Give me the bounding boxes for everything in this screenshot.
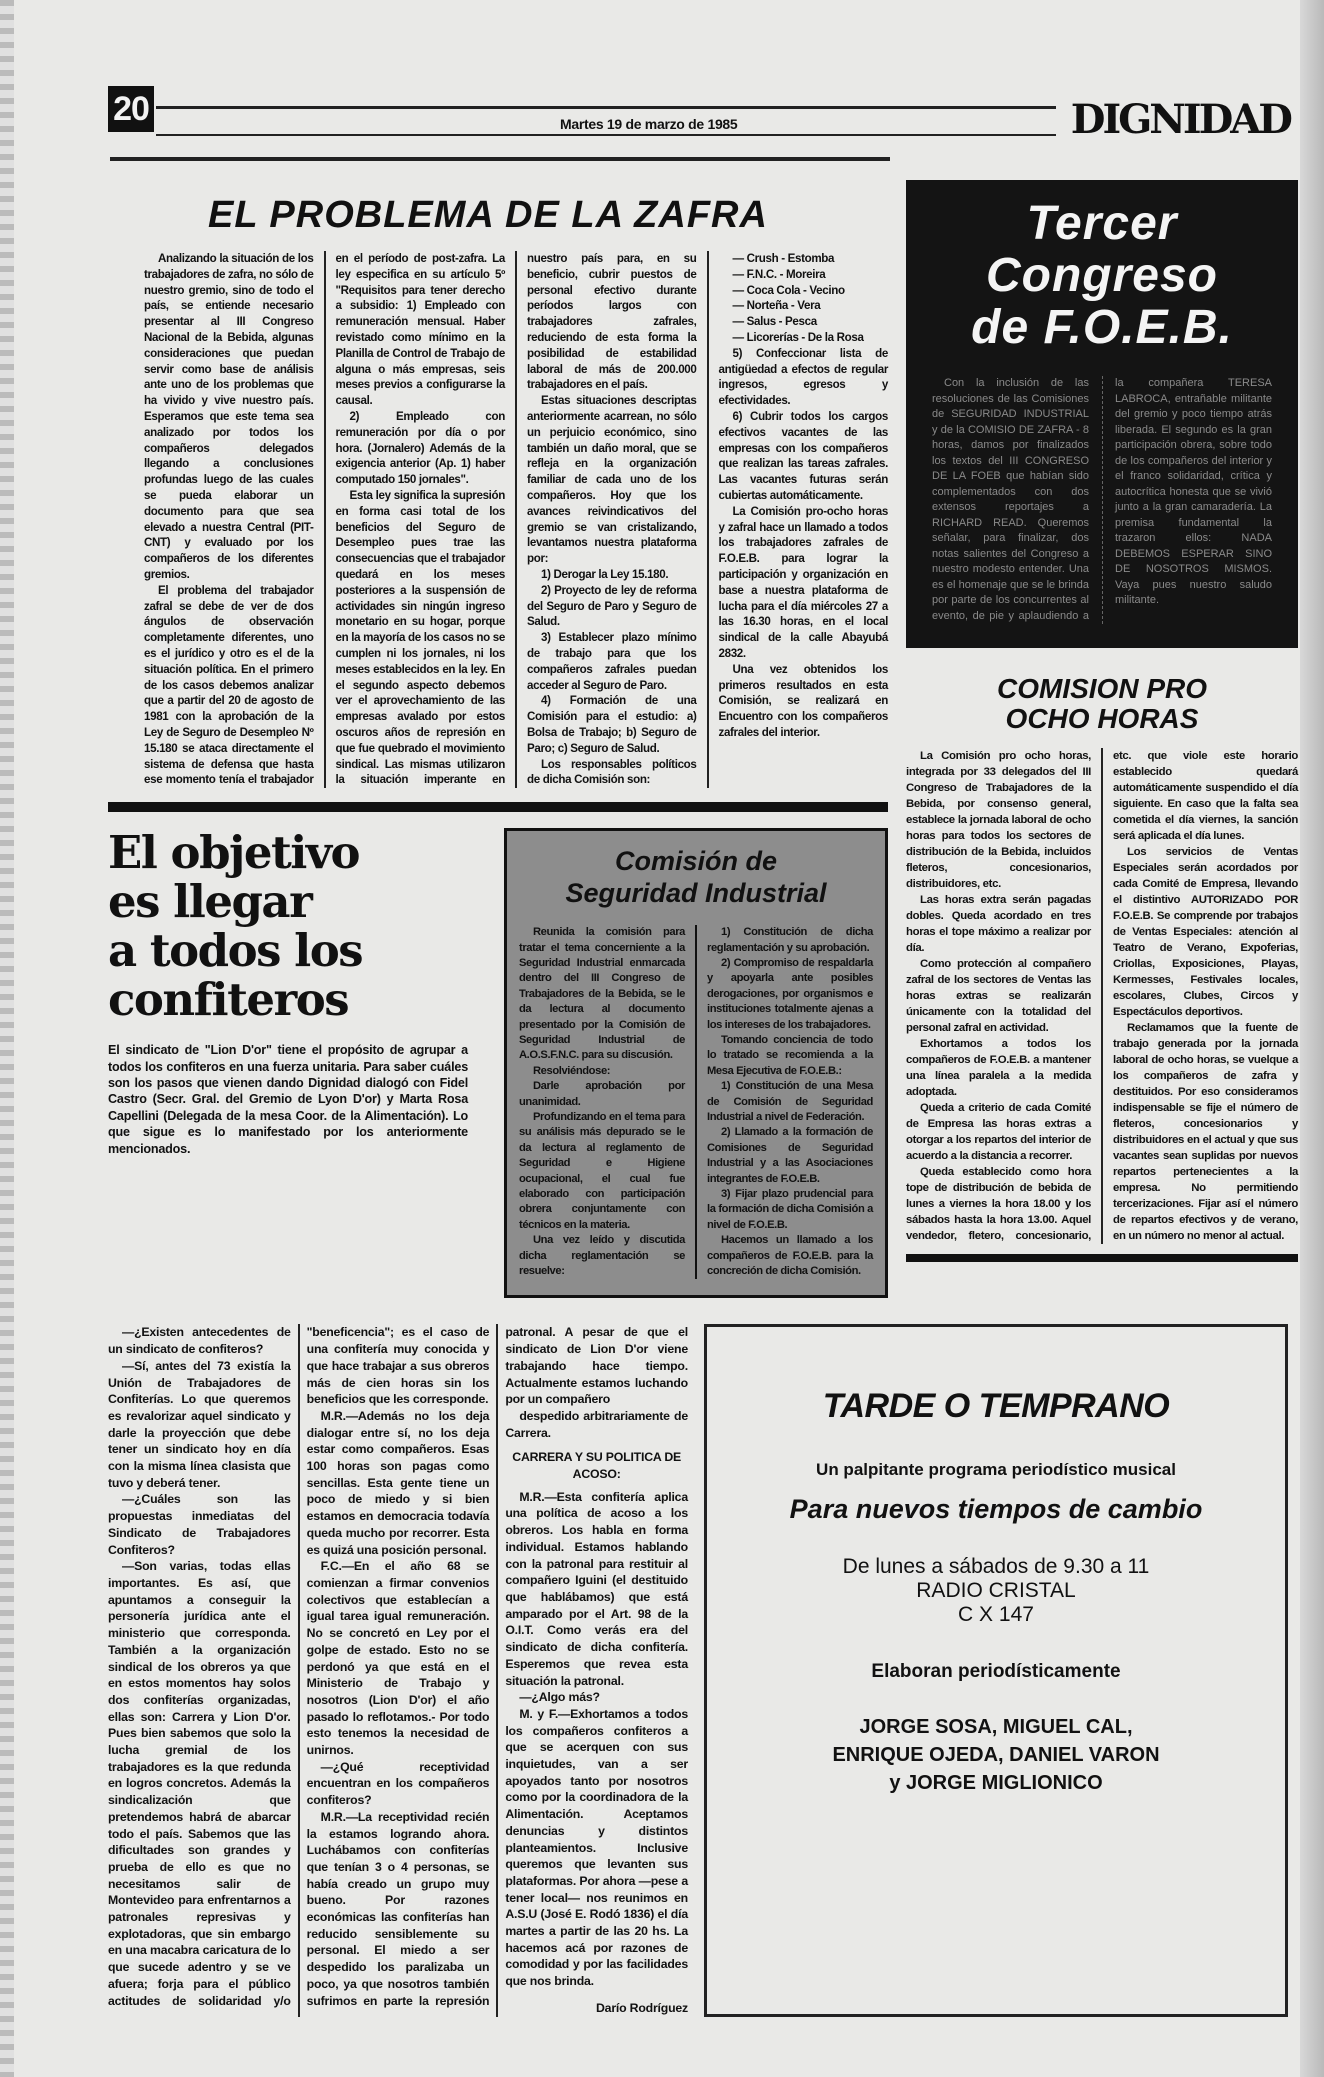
paragraph: El problema del trabajador zafral se debe de ver de dos ángulos de observación completamente diferentes, uno es el jurídico y otro es el de la situación política. En el primero de los casos debemos analizar que a partir del 20 de agosto de 1981 con la aprobación de la Ley de Seguro de Desempleo Nº 15.180 se ataca directamente el sistema de defensa que hasta ese momento tenía el trabajador en el período de post-zafra. La ley especifica en su artículo 5º "Requisitos para tener derecho a subsidio: 1) Empleado con remuneración mensual. Haber revistado como mínimo en la Planilla de Control de Trabajo de alguna o más empresas, seis meses previos a configurarse la causal. bbox=[144, 252, 505, 787]
ocho-horas-title-line: OCHO HORAS bbox=[1005, 703, 1199, 734]
zafra-article-body bbox=[144, 251, 888, 788]
middle-section bbox=[108, 828, 888, 1298]
ad-credit-line: JORGE SOSA, MIGUEL CAL, bbox=[859, 1716, 1133, 1739]
paragraph: —Son varias, todas ellas importantes. Es así, que apuntamos a conseguir la personería jurídica ante el ministerio que corresponda. También a la organización sindical de los obreros ya que en estos momentos hay solos dos confiterías organizadas, ellas son: Carrera y Lion D'or. Pues bien sabemos que solo la lucha gremial de los trabajadores es la que redunda en logros concretos. Además la sindicalización que pretendemos habrá de abarcar todo el país. Sabemos que las dificultades son grandes y prueba de ello es que no necesitamos salir de Montevideo para enfrentarnos a patronales represivas y explotadoras, que sin embargo en una macabra caricatura de lo que sucede adentro y se ve afuera; forja para el público actitudes de solidaridad y/o "beneficencia"; es el caso de una confitería muy conocida y que hace trabajar a sus obreros más de cien horas sin los beneficios que les corresponde. bbox=[108, 1325, 490, 2008]
ad-schedule-block bbox=[717, 1555, 1275, 1627]
paragraph: 2) Llamado a la formación de Comisiones de Seguridad Industrial y a las Asociaciones integrantes de F.O.E.B. bbox=[707, 1126, 873, 1185]
paragraph: despedido arbitrariamente de Carrera. bbox=[505, 1408, 688, 1440]
paragraph: La Comisión pro-ocho horas y zafral hace un llamado a todos los trabajadores zafrales de F.O.E.B. para lograr la participación y organización en base a nuestra plataforma de lucha para el día miércoles 27 a las 16.30 horas, en el local sindical de la calle Abayubá 2832. bbox=[718, 504, 888, 660]
tercer-congreso-box bbox=[906, 180, 1298, 648]
paragraph: — Norteña - Vera bbox=[732, 299, 821, 313]
paragraph: 2) Proyecto de ley de reforma del Seguro de Paro y Seguro de Salud. bbox=[527, 583, 697, 629]
seguridad-industrial-box bbox=[504, 828, 888, 1298]
paragraph: M.R.—Además no los deja dialogar entre sí, no los deja estar como compañeros. Esas 100 horas son pagas como sencillas. Esta gente tiene un poco de miedo y si bien estamos en democracia todavía queda mucho por recorrer. Esta es quizá una posición personal. bbox=[306, 1408, 490, 1557]
ad-credits-label: Elaboran periodísticamente bbox=[871, 1661, 1121, 1683]
confiteros-intro bbox=[108, 828, 486, 1157]
section-divider bbox=[108, 802, 888, 812]
ad-frequency: C X 147 bbox=[958, 1603, 1034, 1627]
ad-title: TARDE O TEMPRANO bbox=[822, 1387, 1170, 1426]
tercer-title-line: de F.O.E.B. bbox=[971, 301, 1233, 354]
ad-station: RADIO CRISTAL bbox=[916, 1579, 1076, 1603]
paragraph: La Comisión pro ocho horas, integrada por 33 delegados del III Congreso de Trabajadores de la Bebida, por consenso general, establece la jornada laboral de ocho horas para todos los sectores de distribución de la Bebida, incluidos fleteros, concesionarios, distribuidores, etc. bbox=[906, 750, 1091, 890]
paragraph: —Sí, antes del 73 existía la Unión de Trabajadores de Confiterías. Lo que queremos es revalorizar aquel sindicato y darle la proyección que debe tener un sindicato hoy en día con la misma línea clasista que tuvo y deberá tener. bbox=[108, 1358, 291, 1490]
paragraph: Esta ley significa la supresión en forma casi total de los beneficios del Seguro de Desempleo pues trae las consecuencias que el trabajador quedará en los meses posteriores a la suspensión de actividades sin ningún ingreso monetario en su hogar, porque en la mayoría de los casos no se cumplen ni los jornales, ni los meses establecidos en la ley. En el segundo aspecto debemos ver el aprovechamiento de las empresas avalado por estos oscuros años de represión en que fue quebrado el movimiento sindical. Las mismas utilizaron la situación imperante en nuestro país para, en su beneficio, cubrir puestos de personal efectivo durante períodos largos con trabajadores zafrales, reduciendo de esta forma la posibilidad de estabilidad laboral de más de 200.000 trabajadores en el país. bbox=[335, 252, 697, 787]
paragraph: CARRERA Y SU POLITICA DE ACOSO: bbox=[512, 1450, 682, 1482]
confiteros-title-line: a todos los bbox=[108, 924, 363, 978]
paragraph: M.R.—La receptividad recién la estamos logrando ahora. Luchábamos con confiterías que tenían 3 o 4 personas, se había creado un grupo muy bueno. Por razones económicas las confiterías han reducido sensiblemente su personal. El miedo a ser despedido los paralizaba un poco, ya que nosotros también sufrimos en parte la represión patronal. A pesar de que el sindicato de Lion D'or viene trabajando hace tiempo. Actualmente estamos luchando por un compañero bbox=[306, 1325, 688, 2008]
paragraph: Hacemos un llamado a los compañeros de F.O.E.B. para la concreción de dicha Comisión. bbox=[707, 1234, 873, 1278]
upper-section bbox=[108, 180, 1298, 1298]
paragraph: 1) Constitución de dicha reglamentación y su aprobación. bbox=[707, 926, 873, 954]
paragraph: Las horas extra serán pagadas dobles. Queda acordado en tres horas el tope máximo a realizar por día. bbox=[906, 894, 1091, 954]
ocho-horas-headline bbox=[906, 674, 1298, 734]
tercer-title-line: Tercer bbox=[1026, 197, 1178, 250]
seguridad-body bbox=[519, 925, 873, 1279]
publication-logo: DIGNIDAD bbox=[1070, 96, 1290, 143]
ocho-horas-title-line: COMISION PRO bbox=[996, 673, 1207, 704]
paragraph: — Salus - Pesca bbox=[732, 315, 817, 329]
right-column bbox=[906, 180, 1298, 1262]
paragraph: — F.N.C. - Moreira bbox=[732, 267, 826, 281]
paragraph: —¿Qué receptividad encuentran en los compañeros confiteros? bbox=[306, 1759, 490, 1808]
paragraph: —¿Existen antecedentes de un sindicato de confiteros? bbox=[108, 1325, 291, 1357]
paragraph: Profundizando en el tema para su análisis más depurado se le da lectura al reglamento de Seguridad e Higiene ocupacional, el cual fue elaborado con participación obrera conjuntamente con técnicos en la materia. bbox=[519, 1110, 685, 1231]
tercer-title-line: Congreso bbox=[985, 249, 1218, 302]
paragraph: Tomando conciencia de todo lo tratado se recomienda a la Mesa Ejecutiva de F.O.E.B.: bbox=[707, 1033, 873, 1077]
paragraph: Queda establecido como hora tope de distribución de bebida de lunes a viernes la hora 18.00 y los sábados hasta la hora 13.00. Aquel vendedor, fletero, concesionario, etc. que viole este horario establecido quedará automáticamente suspendido el día siguiente. En caso que la falta sea cometida el día viernes, la sanción será aplicada el día lunes. bbox=[906, 750, 1298, 1242]
confiteros-interview bbox=[108, 1324, 688, 2016]
paragraph: 4) Formación de una Comisión para el estudio: a) Bolsa de Trabajo; b) Seguro de Paro; c) Seguro de Salud. bbox=[527, 694, 697, 755]
ad-credit-line: y JORGE MIGLIONICO bbox=[889, 1772, 1103, 1795]
page-body bbox=[108, 0, 1298, 2077]
ad-credit-line: ENRIQUE OJEDA, DANIEL VARON bbox=[832, 1744, 1160, 1767]
paragraph: Reunida la comisión para tratar el tema concerniente a la Seguridad Industrial enmarcada dentro del III Congreso de Trabajadores de la Bebida, se le da lectura al documento presentado por la Comisión de Seguridad Industrial de A.O.S.F.N.C. para su discusión. bbox=[519, 926, 685, 1062]
tercer-body bbox=[932, 376, 1272, 624]
paragraph: M.R.—Esta confitería aplica una política de acoso a los obreros. Los habla en forma individual. Estamos hablando con la patronal para restituir al compañero Iguini (el destituido que hablábamos) que está amparado por el Art. 98 de la O.I.T. Como verás era del sindicato de dicha confitería. Esperemos que revea esta situación la patronal. bbox=[505, 1489, 688, 1688]
paragraph: Como protección al compañero zafral de los sectores de Ventas las horas extras se realizarán únicamente con la totalidad del personal zafral en actividad. bbox=[906, 958, 1091, 1034]
paragraph: Resolviéndose: bbox=[533, 1064, 611, 1077]
confiteros-headline bbox=[108, 826, 486, 1027]
confiteros-title-line: es llegar bbox=[108, 875, 312, 929]
seguridad-headline bbox=[519, 845, 873, 909]
paragraph: — Licorerías - De la Rosa bbox=[732, 330, 864, 344]
issue-date: Martes 19 de marzo de 1985 bbox=[560, 116, 738, 132]
paragraph: 5) Confeccionar lista de antigüedad a efectos de regular ingresos, egresos y efectividades. bbox=[718, 346, 888, 408]
paragraph: Con la inclusión de las resoluciones de las Comisiones de SEGURIDAD INDUSTRIAL y de la COMISIO DE ZAFRA - 8 horas, damos por finalizados los textos del III CONGRESO DE LA FOEB que habían sido complementados con dos extensos reportajes a RICHARD READ. Queremos señalar, para finalizar, dos notas salientes del Congreso a nuestro modesto entender. Una es el homenaje que se le brinda por parte de los concurrentes al evento, de pie y aplaudiendo a la compañera TERESA LABROCA, entrañable militante del gremio y poco tiempo atrás liberada. El segundo es la gran participación obrera, sobre todo de los compañeros del interior y el franco solidaridad, crítica y autocrítica honesta que se vivió junto a la gran camaradería. La premisa fundamental la trazaron ellos: NADA DEBEMOS ESPERAR SINO DE NOSOTROS MISMOS. Vaya pues nuestro saludo militante. bbox=[932, 377, 1272, 622]
paragraph: —¿Cuáles son las propuestas inmediatas del Sindicato de Trabajadores Confiteros? bbox=[108, 1492, 291, 1557]
ad-slogan: Para nuevos tiempos de cambio bbox=[789, 1494, 1203, 1525]
paragraph: 2) Empleado con remuneración por día o por hora. (Jornalero) Además de la exigencia anterior (Ap. 1) haber computado 150 jornales". bbox=[335, 409, 505, 487]
paragraph: — Crush - Estomba bbox=[732, 252, 835, 265]
paragraph: 1) Derogar la Ley 15.180. bbox=[541, 567, 669, 581]
paragraph: Darle aprobación por unanimidad. bbox=[519, 1080, 685, 1108]
paragraph: 2) Compromiso de respaldarla y apoyarla ante posibles derogaciones, por organismos e instituciones totalmente ajenas a los intereses de los trabajadores. bbox=[707, 956, 873, 1031]
paragraph: 6) Cubrir todos los cargos efectivos vacantes de las empresas con los compañeros que realizan las tareas zafrales. Las vacantes futuras serán cubiertas automáticamente. bbox=[718, 409, 888, 502]
paragraph: Exhortamos a todos los compañeros de F.O.E.B. a mantener una línea paralela a la medida adoptada. bbox=[906, 1038, 1091, 1098]
paragraph: 3) Establecer plazo mínimo de trabajo para que los compañeros zafrales puedan acceder al Seguro de Paro. bbox=[527, 631, 697, 692]
paragraph: Estas situaciones descriptas anteriormente acarrean, no sólo un perjuicio económico, sino también un daño moral, que se refleja en la organización familiar de cada uno de los compañeros. Hoy que los avances reivindicativos del gremio se van cristalizando, levantamos nuestra plataforma por: bbox=[527, 394, 697, 566]
paragraph: F.C.—En el año 68 se comienzan a firmar convenios colectivos que establecían a igual tarea igual remuneración. No se concretó en Ley por el golpe de estado. Esto no se perdonó ya que está en el Ministerio de Trabajo y nosotros (Lion D'or) el año pasado lo reflotamos.- Por todo esto tenemos la necesidad de unirnos. bbox=[306, 1559, 490, 1758]
paragraph: Queda a criterio de cada Comité de Empresa las horas extras a otorgar a los repartos del interior de acuerdo a la distancia a recorrer. bbox=[906, 1102, 1091, 1162]
scan-edge-right bbox=[1300, 0, 1324, 2077]
paragraph: —¿Algo más? bbox=[519, 1690, 600, 1705]
paragraph: Los servicios de Ventas Especiales serán acordados por cada Comité de Empresa, llevando el distintivo AUTORIZADO POR F.O.E.B. Se comprende por trabajos de Ventas Especiales: atención al Teatro de Verano, Expoferias, Criollas, Exposiciones, Playas, Kermesses, Festivales locales, escolares, Clubes, Circos y Espectáculos deportivos. bbox=[1113, 846, 1298, 1018]
paragraph: M. y F.—Exhortamos a todos los compañeros confiteros a que se acerquen con sus inquietudes, van a ser apoyados tanto por nosotros como por la coordinadora de la Alimentación. Aceptamos denuncias y distintos planteamientos. Inclusive queremos que levanten sus plataformas. Por ahora —pese a tener local— nos reunimos en A.S.U (José E. Rodó 1836) el día martes a partir de las 20 hs. La hacemos acá por razones de comodidad y por las facilidades que nos brinda. bbox=[505, 1706, 688, 1989]
seguridad-title-line: Comisión de bbox=[614, 846, 777, 877]
radio-advertisement bbox=[704, 1324, 1288, 2016]
paragraph: 3) Fijar plazo prudencial para la formación de dicha Comisión a nivel de F.O.E.B. bbox=[707, 1188, 873, 1231]
scan-edge-left bbox=[0, 0, 14, 2077]
ad-tagline: Un palpitante programa periodístico musical bbox=[816, 1460, 1176, 1480]
paragraph: Reclamamos que la fuente de trabajo generada por la jornada laboral de ocho horas, se vuelque a los compañeros de zafra y destituidos. Por eso consideramos indispensable se fije el número de fleteros, concesionarios y distribuidores en el actual y que sus vacantes sean suplidas por nuevos repartos pertenecientes a la empresa. No permitiendo tercerizaciones. Fijar así el número de repartos efectivos y de verano, en un número no menor al actual. bbox=[1113, 1022, 1298, 1242]
lower-section bbox=[108, 1324, 1298, 2016]
paragraph: Una vez obtenidos los primeros resultados en esta Comisión, se realizará en Encuentro con los compañeros zafrales del interior. bbox=[718, 662, 888, 739]
paragraph: Una vez leído y discutida dicha reglamentación se resuelve: bbox=[519, 1234, 685, 1278]
interview-continued-paragraphs bbox=[505, 1408, 688, 1990]
paragraph: — Coca Cola - Vecino bbox=[732, 283, 845, 297]
confiteros-title-line: El objetivo bbox=[108, 826, 359, 880]
page-number: 20 bbox=[108, 86, 154, 132]
paragraph: 1) Constitución de una Mesa de Comisión de Seguridad Industrial a nivel de Federación. bbox=[707, 1080, 873, 1123]
byline: Darío Rodríguez bbox=[596, 2000, 688, 2015]
confiteros-lead: El sindicato de "Lion D'or" tiene el propósito de agrupar a todos los confiteros en una fuerza unitaria. Para saber cuáles son los pasos que vienen dando Dignidad dialogó con Fidel Castro (Secr. Gral. del Gremio de Lyon D'or) y Marta Rosa Capellini (Delegada de la mesa Coor. de la Alimentación). Lo que sigue es lo manifestado por los anteriormente mencionados. bbox=[108, 1043, 468, 1156]
zafra-headline: EL PROBLEMA DE LA ZAFRA bbox=[208, 194, 768, 236]
ad-schedule: De lunes a sábados de 9.30 a 11 bbox=[842, 1555, 1150, 1579]
seguridad-title-line: Seguridad Industrial bbox=[565, 878, 827, 909]
left-column bbox=[108, 180, 888, 1298]
paragraph: Analizando la situación de los trabajadores de zafra, no sólo de nuestro gremio, sino de todo el país, se entiende necesario presentar al III Congreso Nacional de la Bebida, algunas consideraciones que puedan servir como base de análisis ante uno de los problemas que ha vivido y vive nuestro país. Esperamos que este tema sea analizado por todos los compañeros delegados llegando a conclusiones profundas luego de las cuales se pueda elaborar un documento para que sea elevado a nuestra Central (PIT-CNT) y evaluado por los compañeros de los diferentes gremios. bbox=[144, 252, 314, 581]
ad-credits bbox=[717, 1713, 1275, 1797]
ocho-horas-bottom-rule bbox=[906, 1254, 1298, 1262]
ocho-horas-body bbox=[906, 748, 1298, 1244]
paragraph: Los responsables políticos de dicha Comisión son: bbox=[527, 757, 697, 787]
confiteros-title-line: confiteros bbox=[108, 973, 349, 1027]
